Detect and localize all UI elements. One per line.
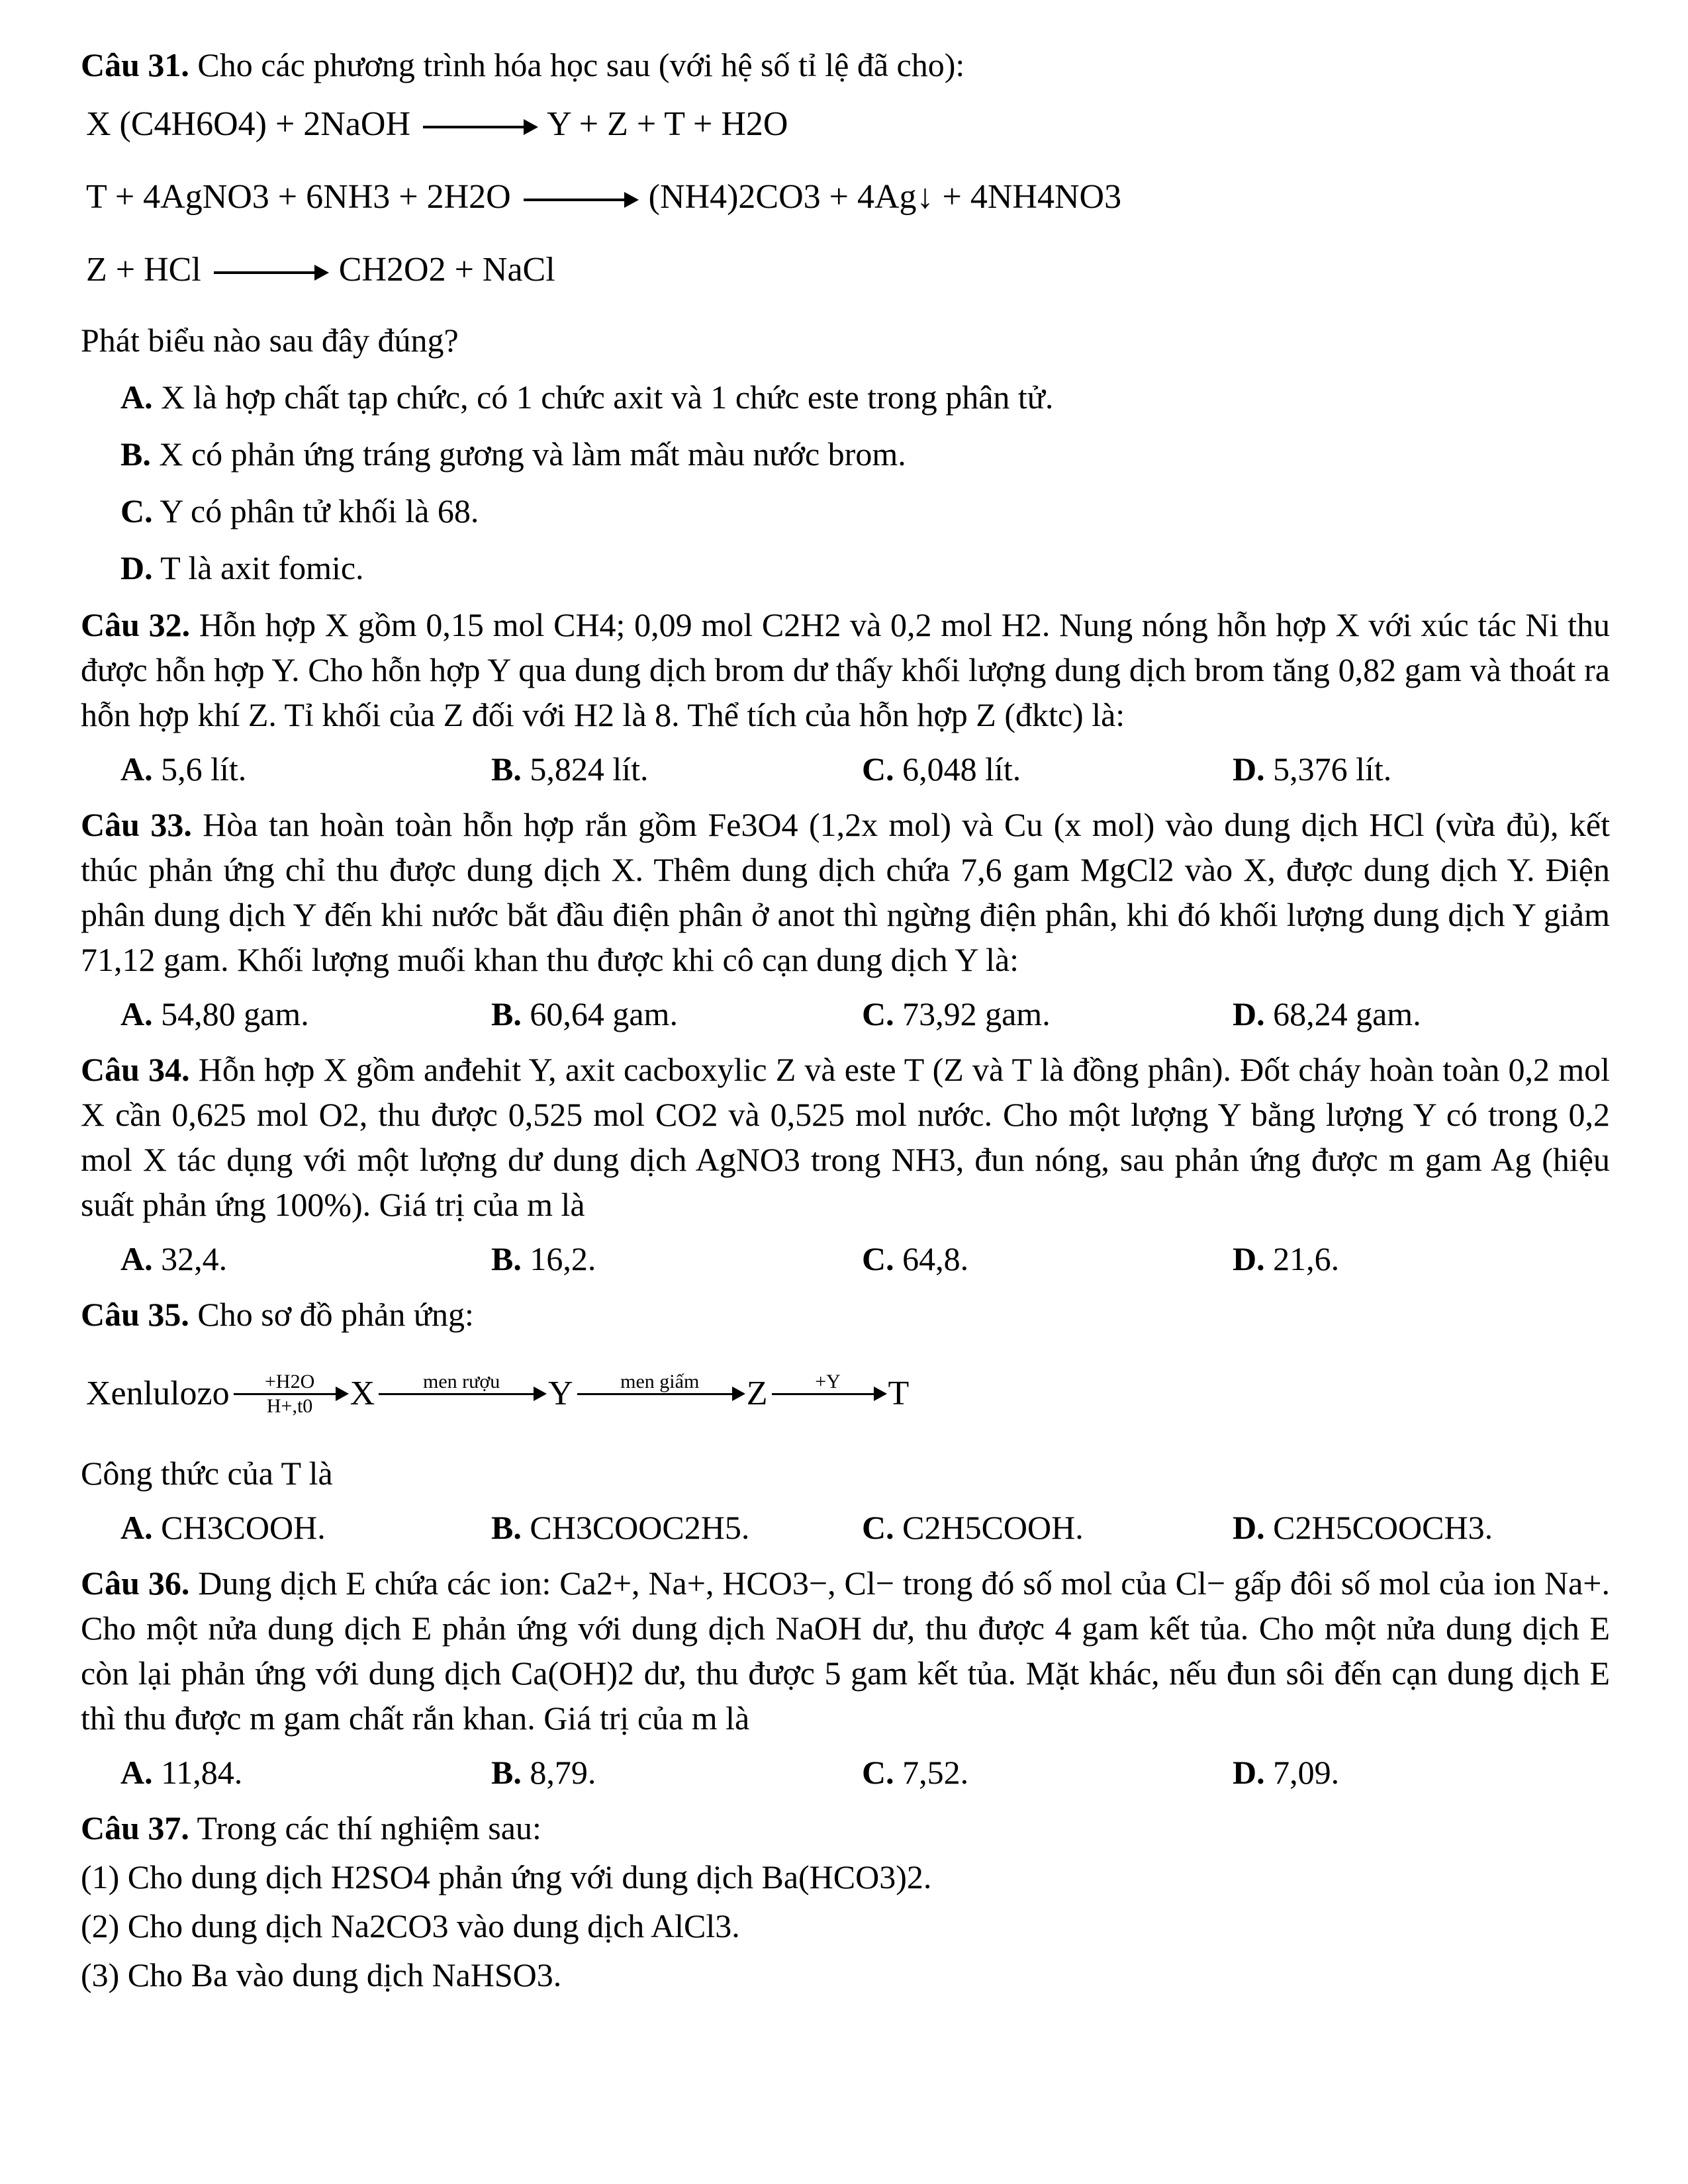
option-label: B. [491, 1240, 522, 1277]
option-text: C2H5COOH. [902, 1509, 1084, 1546]
option-a[interactable] [120, 991, 491, 1036]
option-a[interactable] [120, 747, 491, 792]
option-a[interactable] [120, 375, 1610, 420]
scheme-node-t: T [888, 1375, 910, 1412]
question-text: Hỗn hợp X gồm anđehit Y, axit cacboxylic Z và este T (Z và T là đồng phân). Đốt cháy hoàn toàn 0,2 mol X cần 0,625 mol O2, thu được 0,525 mol CO2 và 0,525 mol nước. Cho một lượng Y bằng lượng Y có trong 0,2 mol X tác dụng với một lượng dư dung dịch AgNO3 trong NH3, đun nóng, sau phản ứng được m gam Ag (hiệu suất phản ứng 100%). Giá trị của m là [81, 1051, 1611, 1223]
arrow-icon [214, 271, 326, 274]
question-text: Cho các phương trình hóa học sau (với hệ số tỉ lệ đã cho): [197, 46, 965, 83]
option-a[interactable] [120, 1750, 491, 1795]
option-b[interactable] [491, 1236, 862, 1281]
option-c[interactable] [862, 747, 1233, 792]
option-c[interactable] [862, 1750, 1233, 1795]
options-row [120, 747, 1610, 792]
option-text: 7,09. [1273, 1754, 1340, 1791]
question-prompt: Công thức của T là [81, 1455, 333, 1492]
equation-1 [86, 99, 1610, 150]
option-text: 32,4. [161, 1240, 228, 1277]
equations [86, 99, 1610, 295]
arrow-icon [234, 1393, 346, 1395]
option-c[interactable] [862, 1505, 1233, 1550]
option-label: A. [120, 1509, 153, 1546]
option-label: C. [862, 1754, 894, 1791]
equation-left: X (C4H6O4) + 2NaOH [86, 105, 411, 143]
question-label: Câu 31. [81, 46, 189, 83]
option-label: D. [1233, 995, 1265, 1032]
option-text: 64,8. [902, 1240, 969, 1277]
question-text: Hòa tan hoàn toàn hỗn hợp rắn gồm Fe3O4 (1,2x mol) và Cu (x mol) vào dung dịch HCl (vừa đủ), kết thúc phản ứng chỉ thu được dung dịch X. Thêm dung dịch chứa 7,6 gam MgCl2 vào X, được dung dịch Y. Điện phân dung dịch Y đến khi nước bắt đầu điện phân ở anot thì ngừng điện phân, khi đó khối lượng dung dịch Y giảm 71,12 gam. Khối lượng muối khan thu được khi cô cạn dung dịch Y là: [81, 806, 1610, 978]
scheme-arrow-2 [379, 1371, 544, 1418]
options-row [120, 1505, 1610, 1550]
options-row [120, 1750, 1610, 1795]
option-label: B. [491, 751, 522, 788]
reaction-scheme [86, 1354, 1610, 1433]
option-b[interactable] [491, 991, 862, 1036]
arrow-top-label: +Y [815, 1370, 841, 1392]
question-37 [81, 1805, 1610, 1850]
question-label: Câu 35. [81, 1296, 189, 1333]
option-text: 60,64 gam. [530, 995, 678, 1032]
option-label: D. [1233, 1240, 1265, 1277]
option-d[interactable] [1233, 991, 1421, 1036]
option-d[interactable] [1233, 1505, 1493, 1550]
option-d[interactable] [1233, 1236, 1339, 1281]
option-label: A. [120, 995, 153, 1032]
options-row [120, 991, 1610, 1036]
scheme-node-x: X [350, 1375, 375, 1412]
option-label: C. [120, 492, 153, 529]
option-d[interactable] [120, 545, 1610, 590]
experiment-item-1: (1) Cho dung dịch H2SO4 phản ứng với dung dịch Ba(HCO3)2. [81, 1858, 932, 1895]
option-b[interactable] [491, 1505, 862, 1550]
option-label: C. [862, 1240, 894, 1277]
arrow-icon [524, 199, 636, 201]
option-text: 21,6. [1273, 1240, 1340, 1277]
question-34 [81, 1047, 1610, 1227]
question-text: Dung dịch E chứa các ion: Ca2+, Na+, HCO3−, Cl− trong đó số mol của Cl− gấp đôi số mol của ion Na+. Cho một nửa dung dịch E phản ứng với dung dịch NaOH dư, thu được 4 gam kết tủa. Cho một nửa dung dịch E còn lại phản ứng với dung dịch Ca(OH)2 dư, thu được 5 gam kết tủa. Mặt khác, nếu đun sôi đến cạn dung dịch E thì thu được m gam chất rắn khan. Giá trị của m là [81, 1565, 1611, 1737]
arrow-icon [423, 126, 536, 128]
option-b[interactable] [491, 1750, 862, 1795]
option-text: 16,2. [530, 1240, 596, 1277]
option-text: 6,048 lít. [902, 751, 1021, 788]
question-35 [81, 1292, 1610, 1337]
option-text: C2H5COOCH3. [1273, 1509, 1493, 1546]
equation-3 [86, 245, 1610, 295]
option-label: D. [1233, 1754, 1265, 1791]
options-row [120, 1236, 1610, 1281]
option-a[interactable] [120, 1236, 491, 1281]
option-text: 5,824 lít. [530, 751, 649, 788]
question-text: Cho sơ đồ phản ứng: [197, 1296, 474, 1333]
option-label: A. [120, 1754, 153, 1791]
option-c[interactable] [862, 1236, 1233, 1281]
option-label: B. [120, 435, 151, 473]
option-c[interactable] [120, 488, 1610, 533]
equation-right: CH2O2 + NaCl [338, 251, 555, 289]
option-label: C. [862, 995, 894, 1032]
option-label: A. [120, 751, 153, 788]
arrow-bottom-label: H+,t0 [266, 1394, 313, 1417]
option-text: CH3COOH. [161, 1509, 326, 1546]
option-text: CH3COOC2H5. [530, 1509, 750, 1546]
scheme-arrow-3 [577, 1371, 743, 1418]
option-a[interactable] [120, 1505, 491, 1550]
scheme-node-y: Y [548, 1375, 573, 1412]
option-text: X có phản ứng tráng gương và làm mất màu nước brom. [159, 435, 906, 473]
equation-left: Z + HCl [86, 251, 201, 289]
scheme-arrow-4 [772, 1371, 884, 1418]
option-label: B. [491, 1509, 522, 1546]
arrow-top-label: men giấm [620, 1370, 700, 1392]
option-text: 7,52. [902, 1754, 969, 1791]
arrow-icon [772, 1393, 884, 1395]
option-text: 73,92 gam. [902, 995, 1051, 1032]
option-text: 5,6 lít. [161, 751, 247, 788]
question-33 [81, 802, 1610, 982]
option-text: X là hợp chất tạp chức, có 1 chức axit và 1 chức este trong phân tử. [161, 379, 1054, 416]
arrow-icon [379, 1393, 544, 1395]
equation-right: (NH4)2CO3 + 4Ag↓ + 4NH4NO3 [648, 178, 1122, 216]
scheme-node-z: Z [746, 1375, 768, 1412]
arrow-icon [577, 1393, 743, 1395]
question-label: Câu 37. [81, 1809, 189, 1846]
equation-2 [86, 172, 1610, 222]
option-text: 54,80 gam. [161, 995, 309, 1032]
question-text: Hỗn hợp X gồm 0,15 mol CH4; 0,09 mol C2H2 và 0,2 mol H2. Nung nóng hỗn hợp X với xúc tác Ni thu được hỗn hợp Y. Cho hỗn hợp Y qua dung dịch brom dư thấy khối lượng dung dịch brom tăng 0,82 gam và thoát ra hỗn hợp khí Z. Tỉ khối của Z đối với H2 là 8. Thể tích của hỗn hợp Z (đktc) là: [81, 606, 1611, 733]
option-text: 11,84. [161, 1754, 243, 1791]
arrow-top-label: +H2O [264, 1370, 315, 1392]
option-label: C. [862, 751, 894, 788]
option-text: 5,376 lít. [1273, 751, 1392, 788]
option-label: D. [1233, 751, 1265, 788]
option-label: A. [120, 1240, 153, 1277]
option-label: C. [862, 1509, 894, 1546]
option-label: B. [491, 1754, 522, 1791]
question-text: Trong các thí nghiệm sau: [197, 1809, 541, 1846]
option-c[interactable] [862, 991, 1233, 1036]
option-text: 68,24 gam. [1273, 995, 1421, 1032]
option-text: 8,79. [530, 1754, 596, 1791]
arrow-top-label: men rượu [423, 1370, 500, 1392]
option-label: D. [120, 549, 153, 586]
option-b[interactable] [491, 747, 862, 792]
experiment-item-2: (2) Cho dung dịch Na2CO3 vào dung dịch AlCl3. [81, 1907, 740, 1944]
option-text: T là axit fomic. [160, 549, 364, 586]
option-label: A. [120, 379, 153, 416]
exam-page [81, 38, 1610, 1997]
question-31 [81, 42, 1610, 87]
experiment-item-3: (3) Cho Ba vào dung dịch NaHSO3. [81, 1956, 562, 1993]
option-d[interactable] [1233, 747, 1391, 792]
question-label: Câu 34. [81, 1051, 190, 1088]
question-36 [81, 1561, 1610, 1741]
question-32 [81, 602, 1610, 737]
option-d[interactable] [1233, 1750, 1339, 1795]
option-b[interactable] [120, 432, 1610, 477]
scheme-arrow-1 [234, 1371, 346, 1418]
question-prompt: Phát biểu nào sau đây đúng? [81, 322, 459, 359]
scheme-start: Xenlulozo [86, 1375, 230, 1412]
equation-right: Y + Z + T + H2O [547, 105, 788, 143]
question-label: Câu 36. [81, 1565, 190, 1602]
question-label: Câu 32. [81, 606, 191, 643]
option-label: B. [491, 995, 522, 1032]
option-text: Y có phân tử khối là 68. [160, 492, 479, 529]
option-label: D. [1233, 1509, 1265, 1546]
equation-left: T + 4AgNO3 + 6NH3 + 2H2O [86, 178, 511, 216]
question-label: Câu 33. [81, 806, 192, 843]
